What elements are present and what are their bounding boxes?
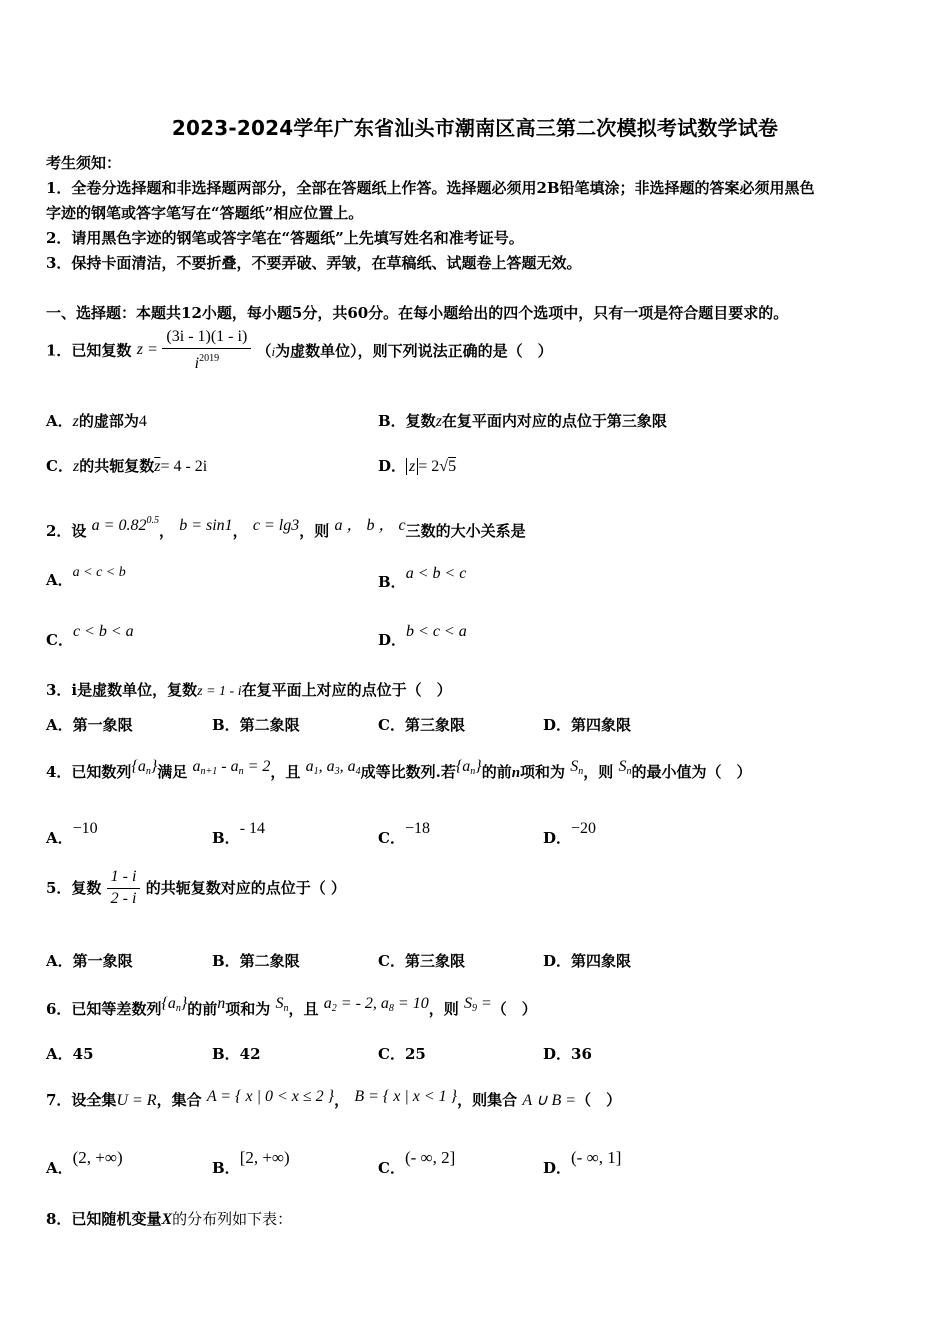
q4-option-b[interactable]: B．- 14 — [212, 820, 266, 847]
q2-option-a[interactable]: A．a < c < b — [46, 565, 126, 589]
q5-option-b[interactable]: B．第二象限 — [212, 952, 300, 970]
question-4: 4．已知数列$\{a_n\}$满足 $a_{n+1} - a_n = 2$，且 $a_1$, $a_3$, $a_4$成等比数列.若$\{a_n\}$的前n项和为 $S_n$，则 $S_n$的最小值为（ ） — [46, 758, 752, 781]
q1-option-d[interactable]: D． z = 2√5 — [378, 457, 457, 475]
page-title: 2023-2024学年广东省汕头市潮南区高三第二次模拟考试数学试卷 — [171, 116, 779, 140]
q3-option-a[interactable]: A．第一象限 — [46, 716, 133, 734]
q4-option-c[interactable]: C．−18 — [378, 820, 430, 847]
question-2: 2．设 $a = 0.82^{0.5}$， b = sin1， c = lg3，则 a ， b ， c三数的大小关系是 — [46, 515, 526, 540]
question-7: 7．设全集U = R，集合 A = { x | 0 < x ≤ 2 }， B = { x | x < 1 }，则集合 A ∪ B =（ ） — [46, 1088, 622, 1109]
question-6: 6．已知等差数列$\{a_n\}$的前n项和为 $S_n$，且 $a_2$ = - 2, $a_8 = 10$，则 $S_9$ =（ ） — [46, 995, 537, 1018]
question-1: 1．已知复数 z = $\frac{(3i - 1)(1 - i)}{i^{2019}}$ （i为虚数单位），则下列说法正确的是（ ） — [46, 328, 553, 372]
notice-line-4: 3．保持卡面清洁，不要折叠，不要弄破、弄皱，在草稿纸、试题卷上答题无效。 — [46, 254, 582, 272]
q5-option-a[interactable]: A．第一象限 — [46, 952, 133, 970]
q6-option-c[interactable]: C．25 — [378, 1045, 426, 1063]
q6-option-d[interactable]: D．36 — [543, 1045, 592, 1063]
q6-option-a[interactable]: A．45 — [46, 1045, 94, 1063]
q7-option-b[interactable]: B．[2, +∞) — [212, 1148, 290, 1177]
q6-option-b[interactable]: B．42 — [212, 1045, 261, 1063]
notice-line-1: 1．全卷分选择题和非选择题两部分，全部在答题纸上作答。选择题必须用2B铅笔填涂；非选择题的答案必须用黑色 — [46, 179, 815, 197]
q3-option-c[interactable]: C．第三象限 — [378, 716, 465, 734]
q4-option-d[interactable]: D．−20 — [543, 820, 597, 847]
q5-option-c[interactable]: C．第三象限 — [378, 952, 465, 970]
q7-option-d[interactable]: D．(- ∞, 1] — [543, 1148, 622, 1177]
q2-option-d[interactable]: D．b < c < a — [378, 623, 467, 649]
notice-line-2: 字迹的钢笔或答字笔写在“答题纸”相应位置上。 — [46, 204, 364, 222]
question-5: 5．复数 $\frac{1 - i}{2 - i}$ 的共轭复数对应的点位于（ ） — [46, 868, 346, 907]
fraction: $\frac{(3i - 1)(1 - i)}{i^{2019}}$ — [162, 326, 251, 374]
q3-option-b[interactable]: B．第二象限 — [212, 716, 300, 734]
notice-heading: 考生须知： — [46, 154, 122, 172]
q1-option-a[interactable]: A．z的虚部为4 — [46, 412, 147, 430]
q2-option-b[interactable]: B．a < b < c — [378, 565, 467, 591]
q1-option-b[interactable]: B．复数z在复平面内对应的点位于第三象限 — [378, 412, 667, 430]
q7-option-c[interactable]: C．(- ∞, 2] — [378, 1148, 456, 1177]
q7-option-a[interactable]: A．(2, +∞) — [46, 1148, 123, 1177]
question-8: 8．已知随机变量X的分布列如下表： — [46, 1210, 293, 1228]
notice-line-3: 2．请用黑色字迹的钢笔或答字笔在“答题纸”上先填写姓名和准考证号。 — [46, 229, 524, 247]
q1-option-c[interactable]: C．z的共轭复数$\overline{z}= 4 - 2i$ — [46, 457, 208, 475]
section-heading: 一、选择题：本题共12小题，每小题5分，共60分。在每小题给出的四个选项中，只有一项是符合题目要求的。 — [46, 304, 789, 322]
q5-option-d[interactable]: D．第四象限 — [543, 952, 632, 970]
q4-option-a[interactable]: A．−10 — [46, 820, 98, 847]
question-3: 3．i是虚数单位，复数z = 1 - i在复平面上对应的点位于（ ） — [46, 681, 452, 699]
q2-option-c[interactable]: C．c < b < a — [46, 623, 134, 649]
q3-option-d[interactable]: D．第四象限 — [543, 716, 632, 734]
fraction: $\frac{1 - i}{2 - i}$ — [107, 866, 141, 909]
